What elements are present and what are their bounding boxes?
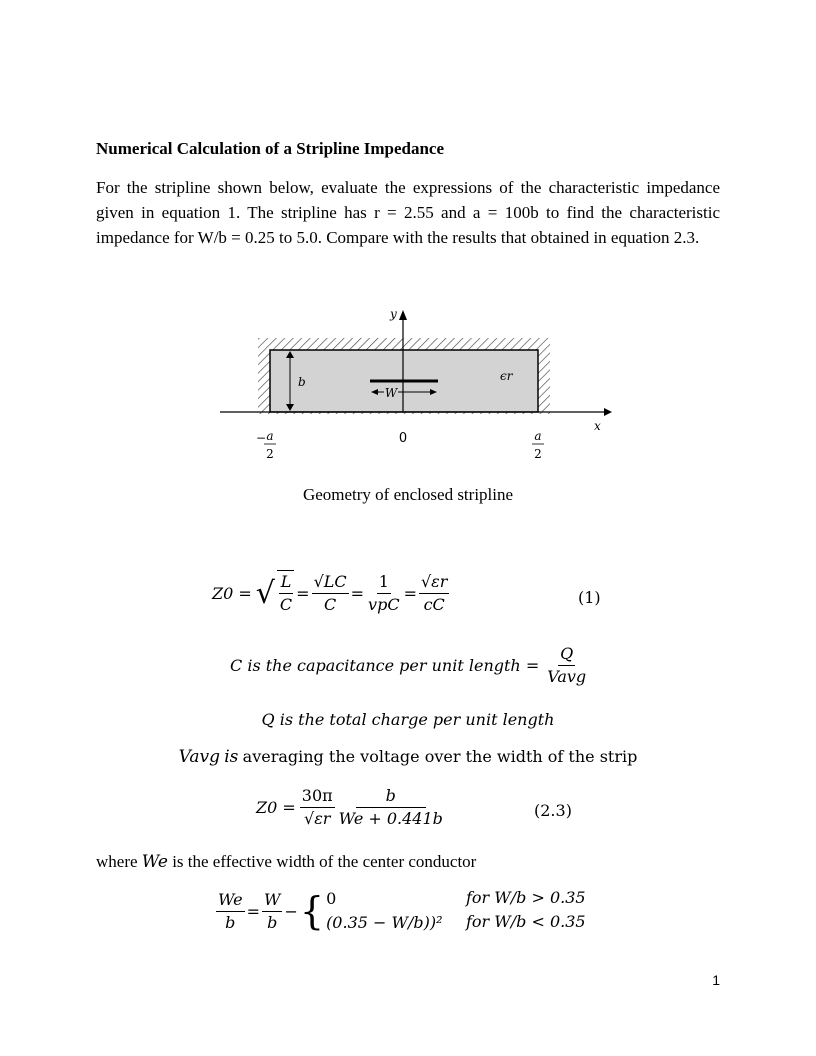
where-post: is the effective width of the center conductor [172, 852, 477, 871]
b-label: b [298, 375, 306, 389]
vavg-symbol: Vavg [178, 747, 220, 767]
stripline-figure [212, 300, 612, 475]
origin-label: 0 [398, 431, 408, 446]
equation-1: Z0 = √ $\frac{L}{C}$ = $\frac{√LC}{C}$ = $\frac{1}{\text{vpC}}$ = $\frac{√\varepsilon r}{cC}$ [212, 571, 448, 614]
left-minus: − [256, 431, 267, 445]
eq23-f1-den: √εr [304, 809, 331, 828]
we-lhs-num: We [216, 889, 245, 912]
x-label: x [594, 419, 601, 433]
eq23-f2-num: b [356, 785, 426, 808]
page-number: 1 [712, 972, 720, 988]
we-rhs-num: W [262, 889, 282, 912]
eq1-f4-num: √εr [419, 571, 449, 594]
section-title: Numerical Calculation of a Stripline Impedance [96, 139, 445, 158]
where-symbol: We [141, 852, 168, 872]
eq1-f3-num: 1 [377, 571, 391, 594]
we-lhs-den: b [225, 912, 236, 932]
problem-paragraph: For the stripline shown below, evaluate the expressions of the characteristic impedance given in equation 1. The stripline has r = 2.55 and a = 100b to find the characteristic impedance for W/b = 0.25 to 5.0. Compare with the results that obtained in equation 2.3. [96, 178, 720, 247]
eq1-lhs: Z0 = [212, 583, 252, 603]
we-case2-condition: for W/b < 0.35 [466, 912, 586, 931]
eq23-f2-den: We + 0.441b [338, 809, 443, 828]
where-line [96, 852, 476, 872]
vavg-definition [0, 747, 816, 767]
we-case1: 0 [326, 889, 337, 908]
eq1-f2-num: √LC [312, 571, 349, 594]
eq1-f1-den: C [279, 595, 293, 614]
we-case2: (0.35 − W/b))² [326, 913, 443, 932]
y-label: y [390, 307, 397, 321]
equation-2-3 [256, 785, 447, 830]
where-pre: where [96, 852, 138, 871]
w-label: W [384, 386, 398, 400]
eq23-lhs: Z0 = [256, 798, 296, 817]
eq1-f4-den: cC [423, 594, 445, 614]
capacitance-definition [230, 643, 590, 688]
eq1-f3-den: vpC [368, 594, 400, 614]
effective-width-equation: $\frac{We}{b}$ = $\frac{W}{b}$ − { 0 (0.35 − W/b))² [218, 889, 443, 933]
eq23-number: (2.3) [534, 801, 572, 820]
eq1-number: (1) [578, 588, 601, 607]
c-def-num: Q [558, 643, 575, 666]
charge-definition: Q is the total charge per unit length [261, 710, 555, 729]
right-2-label: 2 [534, 447, 542, 461]
epsilon-label: ϵr [500, 369, 513, 383]
we-case1-condition: for W/b > 0.35 [466, 888, 586, 907]
vavg-text: averaging the voltage over the width of the strip [242, 747, 638, 766]
stripline-diagram [212, 300, 612, 470]
we-rhs-den: b [267, 912, 278, 932]
vavg-is: is [224, 747, 239, 767]
c-def-text: C is the capacitance per unit length = [230, 656, 540, 675]
figure-caption: Geometry of enclosed stripline [302, 485, 514, 504]
eq23-f1-num: 30π [300, 785, 335, 808]
eq1-f1-num: L [279, 571, 294, 594]
left-a-label: a [266, 429, 274, 443]
c-def-den: Vavg [547, 667, 587, 686]
eq1-f2-den: C [323, 594, 337, 614]
left-2-label: 2 [266, 447, 274, 461]
right-a-label: a [534, 429, 542, 443]
